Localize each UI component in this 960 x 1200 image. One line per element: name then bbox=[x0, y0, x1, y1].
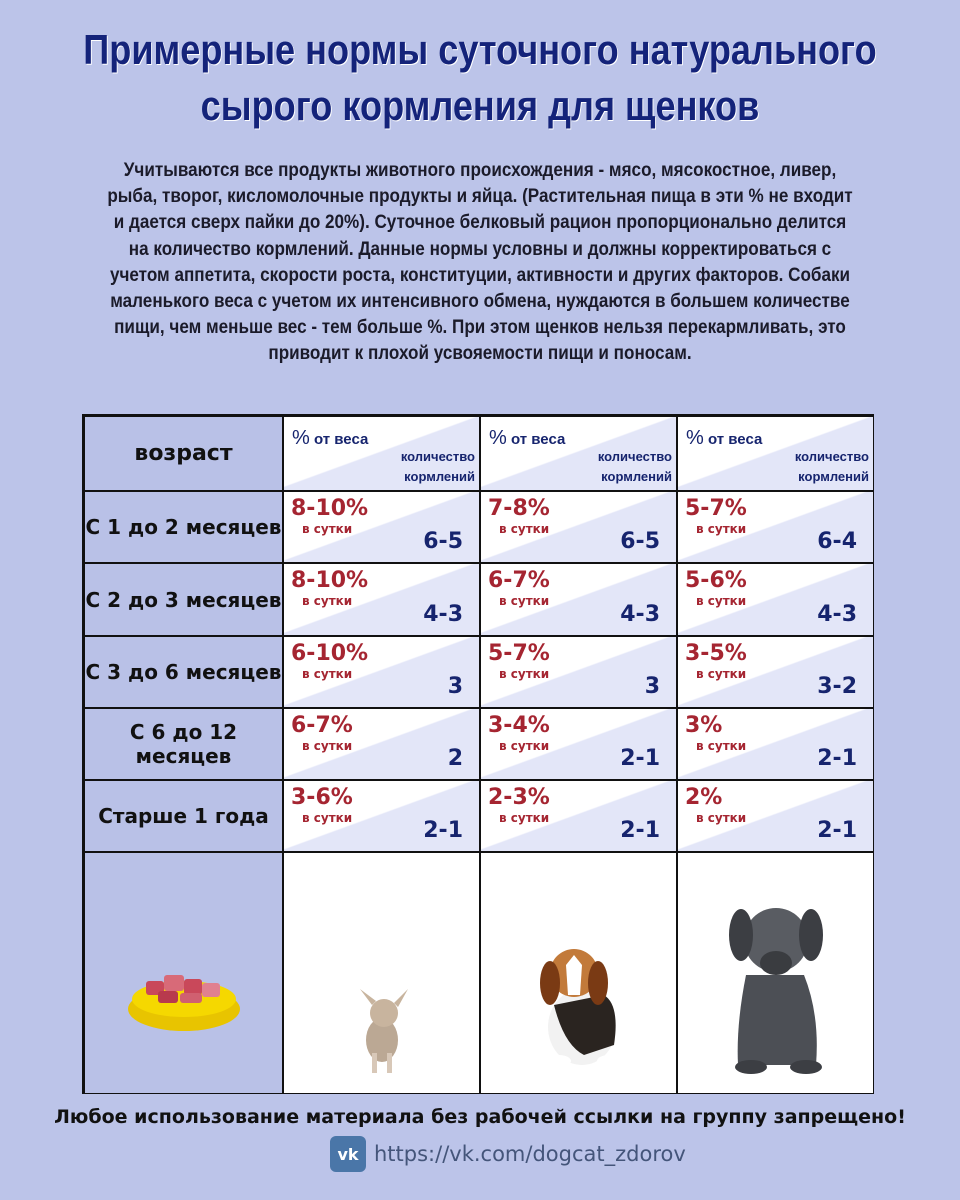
feedings-count: 2-1 bbox=[817, 818, 857, 843]
header-cell bbox=[678, 417, 873, 490]
percent-value: 3-5% bbox=[685, 641, 747, 666]
age-cell: С 2 до 3 месяцев bbox=[85, 564, 282, 635]
pct-header-label: от веса bbox=[707, 431, 763, 448]
vk-url[interactable]: https://vk.com/dogcat_zdorov bbox=[374, 1142, 686, 1166]
feedings-count: 2-1 bbox=[423, 818, 463, 843]
count-header bbox=[401, 447, 475, 487]
table-cell bbox=[678, 709, 873, 779]
header-cell bbox=[481, 417, 676, 490]
table-cell bbox=[678, 564, 873, 635]
age-header: возраст bbox=[85, 417, 282, 490]
percent-value: 5-7% bbox=[488, 641, 550, 666]
per-day-label: в сутки bbox=[696, 522, 747, 536]
percent-value: 6-7% bbox=[488, 568, 550, 593]
pct-header bbox=[686, 427, 762, 450]
pct-header-label: от веса bbox=[313, 431, 369, 448]
header-cell bbox=[284, 417, 479, 490]
table-cell bbox=[284, 492, 479, 562]
per-day-label: в сутки bbox=[302, 522, 353, 536]
title-line: Примерные нормы суточного натурального bbox=[83, 26, 877, 73]
per-day-label: в сутки bbox=[696, 594, 747, 608]
table-cell bbox=[481, 781, 676, 851]
feedings-count: 2-1 bbox=[620, 818, 660, 843]
percent-value: 6-7% bbox=[291, 713, 353, 738]
table-cell bbox=[678, 781, 873, 851]
per-day-label: в сутки bbox=[499, 522, 550, 536]
feedings-count: 2-1 bbox=[817, 746, 857, 771]
feedings-count: 3 bbox=[644, 674, 660, 699]
age-cell: Старше 1 года bbox=[85, 781, 282, 851]
percent-value: 3-6% bbox=[291, 785, 353, 810]
table-cell bbox=[481, 492, 676, 562]
feedings-count: 6-5 bbox=[620, 529, 660, 554]
feedings-count: 4-3 bbox=[620, 602, 660, 627]
percent-sign: % bbox=[489, 427, 507, 449]
percent-value: 8-10% bbox=[291, 496, 369, 521]
percent-value: 8-10% bbox=[291, 568, 369, 593]
feedings-count: 3-2 bbox=[817, 674, 857, 699]
footer-notice: Любое использование материала без рабочей ссылки на группу запрещено! bbox=[54, 1106, 906, 1128]
percent-value: 2-3% bbox=[488, 785, 550, 810]
percent-sign: % bbox=[292, 427, 310, 449]
age-cell: С 3 до 6 месяцев bbox=[85, 637, 282, 707]
count-header bbox=[598, 447, 672, 487]
count-header-line: кормлений bbox=[601, 469, 672, 484]
vk-link[interactable] bbox=[330, 1136, 686, 1172]
percent-value: 7-8% bbox=[488, 496, 550, 521]
table-cell bbox=[481, 709, 676, 779]
pct-header-label: от веса bbox=[510, 431, 566, 448]
per-day-label: в сутки bbox=[499, 739, 550, 753]
percent-value: 2% bbox=[685, 785, 723, 810]
per-day-label: в сутки bbox=[696, 739, 747, 753]
percent-value: 5-6% bbox=[685, 568, 747, 593]
table-cell bbox=[678, 637, 873, 707]
percent-value: 6-10% bbox=[291, 641, 369, 666]
count-header-line: кормлений bbox=[404, 469, 475, 484]
percent-value: 5-7% bbox=[685, 496, 747, 521]
per-day-label: в сутки bbox=[302, 811, 353, 825]
table-cell bbox=[678, 492, 873, 562]
table-cell bbox=[481, 637, 676, 707]
per-day-label: в сутки bbox=[696, 811, 747, 825]
chihuahua-puppy-image bbox=[284, 853, 479, 1093]
feedings-count: 4-3 bbox=[423, 602, 463, 627]
per-day-label: в сутки bbox=[499, 667, 550, 681]
per-day-label: в сутки bbox=[302, 594, 353, 608]
feedings-count: 3 bbox=[447, 674, 463, 699]
title-line: сырого кормления для щенков bbox=[200, 82, 760, 129]
per-day-label: в сутки bbox=[302, 739, 353, 753]
feedings-count: 2-1 bbox=[620, 746, 660, 771]
feedings-count: 2 bbox=[447, 746, 463, 771]
intro-text: Учитываются все продукты животного происхождения - мясо, мясокостное, ливер, рыба, творог, кисломолочные продукты и яйца. (Растительная пища в эти % не входит и дается сверх пайки до 20%). Суточное белковый рацион пропорционально делится на количество кормлений. Данные нормы условны и должны корректироваться с учетом аппетита, скорости роста, конституции, активности и других факторов. Собаки маленького веса с учетом их интенсивного обмена, нуждаются в большем количестве пищи, чем меньше вес - тем больше %. При этом щенков нельзя перекармливать, это приводит к плохой усвояемости пищи и поносам. bbox=[107, 160, 853, 365]
table-cell bbox=[284, 564, 479, 635]
table-cell bbox=[284, 637, 479, 707]
table-cell bbox=[284, 709, 479, 779]
page-title bbox=[67, 22, 893, 134]
beagle-puppy-image bbox=[481, 853, 676, 1093]
meat-bowl-image bbox=[85, 853, 282, 1093]
pct-header bbox=[489, 427, 565, 450]
feedings-count: 6-4 bbox=[817, 529, 857, 554]
feeding-table bbox=[82, 414, 874, 1094]
count-header-line: количество bbox=[597, 449, 672, 464]
great-dane-puppy-image bbox=[678, 853, 873, 1093]
per-day-label: в сутки bbox=[499, 594, 550, 608]
per-day-label: в сутки bbox=[499, 811, 550, 825]
count-header bbox=[795, 447, 869, 487]
per-day-label: в сутки bbox=[696, 667, 747, 681]
percent-value: 3% bbox=[685, 713, 723, 738]
percent-value: 3-4% bbox=[488, 713, 550, 738]
feedings-count: 6-5 bbox=[423, 529, 463, 554]
count-header-line: кормлений bbox=[798, 469, 869, 484]
per-day-label: в сутки bbox=[302, 667, 353, 681]
pct-header bbox=[292, 427, 368, 450]
feedings-count: 4-3 bbox=[817, 602, 857, 627]
table-cell bbox=[481, 564, 676, 635]
percent-sign: % bbox=[686, 427, 704, 449]
age-cell: С 6 до 12 месяцев bbox=[85, 709, 282, 779]
table-cell bbox=[284, 781, 479, 851]
count-header-line: количество bbox=[400, 449, 475, 464]
vk-logo-icon: vk bbox=[330, 1136, 366, 1172]
count-header-line: количество bbox=[794, 449, 869, 464]
age-cell: С 1 до 2 месяцев bbox=[85, 492, 282, 562]
